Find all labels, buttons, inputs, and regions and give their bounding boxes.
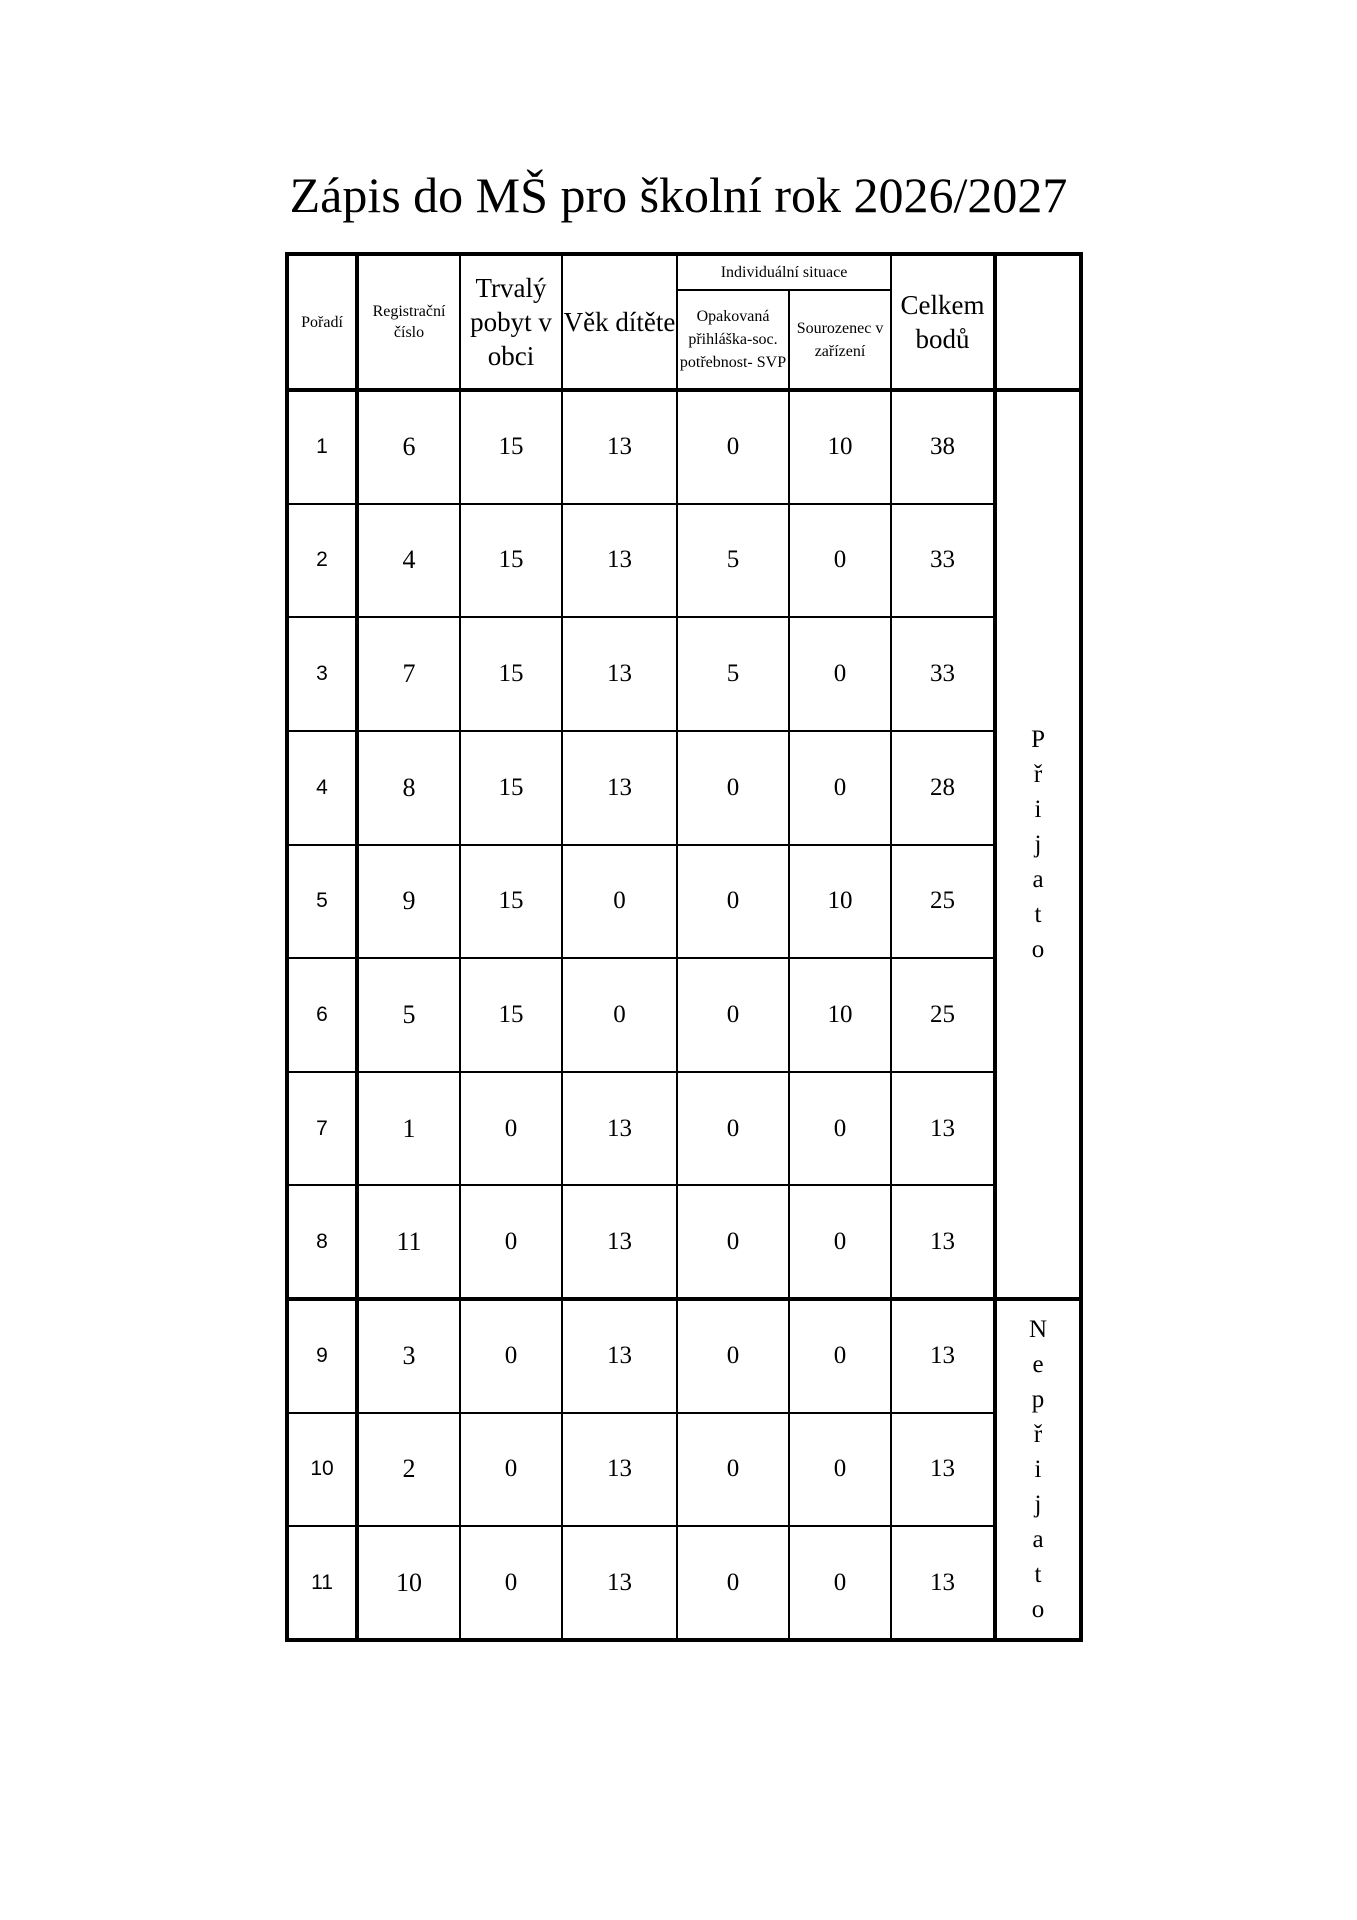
cell-opakovana: 0 [677,1185,789,1299]
cell-sourozenec: 10 [789,958,891,1072]
cell-opakovana: 0 [677,958,789,1072]
cell-poradi: 4 [287,731,357,845]
cell-celkem: 28 [891,731,995,845]
cell-poradi: 9 [287,1299,357,1413]
status-rejected: N e p ř i j a t o [995,1299,1081,1640]
header-opakovana-prihlaska: Opakovaná přihláška-soc. potřebnost- SVP [677,290,789,390]
cell-poradi: 1 [287,390,357,504]
cell-opakovana: 5 [677,504,789,618]
cell-registracni-cislo: 3 [357,1299,460,1413]
cell-sourozenec: 0 [789,731,891,845]
cell-opakovana: 0 [677,845,789,959]
cell-celkem: 25 [891,845,995,959]
cell-vek: 0 [562,958,677,1072]
cell-vek: 0 [562,845,677,959]
cell-opakovana: 0 [677,1526,789,1640]
cell-trvaly-pobyt: 0 [460,1299,562,1413]
cell-trvaly-pobyt: 15 [460,845,562,959]
header-celkem-bodu: Celkem bodů [891,254,995,390]
cell-celkem: 13 [891,1413,995,1527]
cell-sourozenec: 0 [789,504,891,618]
cell-trvaly-pobyt: 15 [460,504,562,618]
cell-trvaly-pobyt: 15 [460,390,562,504]
enrollment-table [285,252,1083,1642]
table-row [287,1413,1081,1527]
cell-registracni-cislo: 9 [357,845,460,959]
cell-registracni-cislo: 11 [357,1185,460,1299]
header-sourozenec: Sourozenec v zařízení [789,290,891,390]
cell-trvaly-pobyt: 0 [460,1413,562,1527]
cell-registracni-cislo: 5 [357,958,460,1072]
table-row [287,617,1081,731]
table-row [287,1526,1081,1640]
cell-sourozenec: 0 [789,1299,891,1413]
cell-poradi: 6 [287,958,357,1072]
cell-vek: 13 [562,617,677,731]
cell-opakovana: 0 [677,390,789,504]
cell-opakovana: 0 [677,1072,789,1186]
cell-poradi: 8 [287,1185,357,1299]
table-row [287,845,1081,959]
cell-poradi: 11 [287,1526,357,1640]
cell-trvaly-pobyt: 0 [460,1072,562,1186]
table-row [287,731,1081,845]
cell-vek: 13 [562,504,677,618]
cell-celkem: 13 [891,1185,995,1299]
cell-registracni-cislo: 2 [357,1413,460,1527]
cell-trvaly-pobyt: 0 [460,1185,562,1299]
cell-vek: 13 [562,1072,677,1186]
cell-trvaly-pobyt: 15 [460,731,562,845]
cell-vek: 13 [562,1185,677,1299]
table-row [287,1185,1081,1299]
header-vek-ditete: Věk dítěte [562,254,677,390]
table-row [287,958,1081,1072]
cell-trvaly-pobyt: 0 [460,1526,562,1640]
cell-registracni-cislo: 7 [357,617,460,731]
cell-opakovana: 0 [677,1299,789,1413]
cell-registracni-cislo: 8 [357,731,460,845]
cell-poradi: 10 [287,1413,357,1527]
cell-celkem: 33 [891,504,995,618]
cell-opakovana: 0 [677,731,789,845]
cell-sourozenec: 0 [789,617,891,731]
header-registracni-cislo: Registrační číslo [357,254,460,390]
cell-poradi: 7 [287,1072,357,1186]
cell-vek: 13 [562,1413,677,1527]
header-individualni-situace: Individuální situace [677,254,891,290]
cell-opakovana: 0 [677,1413,789,1527]
cell-poradi: 3 [287,617,357,731]
header-trvaly-pobyt: Trvalý pobyt v obci [460,254,562,390]
cell-celkem: 25 [891,958,995,1072]
table-row [287,1072,1081,1186]
cell-poradi: 2 [287,504,357,618]
header-status [995,254,1081,390]
cell-registracni-cislo: 6 [357,390,460,504]
table-body [287,390,1081,1640]
cell-poradi: 5 [287,845,357,959]
cell-registracni-cislo: 4 [357,504,460,618]
cell-trvaly-pobyt: 15 [460,617,562,731]
cell-vek: 13 [562,390,677,504]
cell-registracni-cislo: 1 [357,1072,460,1186]
cell-celkem: 13 [891,1299,995,1413]
cell-registracni-cislo: 10 [357,1526,460,1640]
cell-sourozenec: 0 [789,1072,891,1186]
cell-vek: 13 [562,1299,677,1413]
cell-sourozenec: 0 [789,1526,891,1640]
page-title: Zápis do MŠ pro školní rok 2026/2027 [289,167,1068,223]
table-row [287,504,1081,618]
cell-celkem: 13 [891,1072,995,1186]
cell-opakovana: 5 [677,617,789,731]
cell-celkem: 33 [891,617,995,731]
status-accepted: P ř i j a t o [995,390,1081,1299]
cell-celkem: 13 [891,1526,995,1640]
cell-sourozenec: 0 [789,1413,891,1527]
cell-celkem: 38 [891,390,995,504]
table-row [287,1299,1081,1413]
cell-sourozenec: 10 [789,390,891,504]
header-poradi: Pořadí [287,254,357,390]
cell-trvaly-pobyt: 15 [460,958,562,1072]
cell-sourozenec: 10 [789,845,891,959]
cell-vek: 13 [562,1526,677,1640]
cell-sourozenec: 0 [789,1185,891,1299]
table-row [287,390,1081,504]
cell-vek: 13 [562,731,677,845]
